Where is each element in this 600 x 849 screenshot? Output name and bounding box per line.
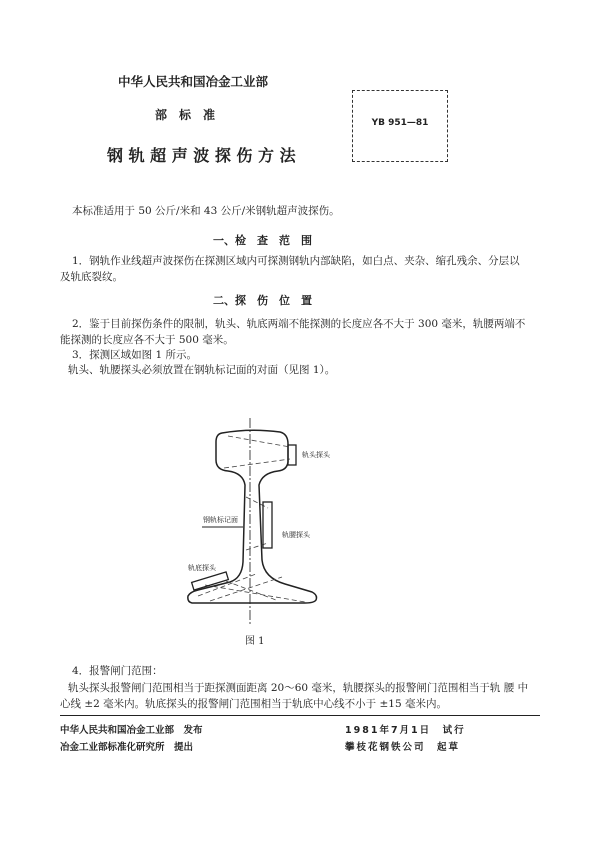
label-web-probe: 轨腰探头 (282, 531, 310, 539)
ministry-name: 中华人民共和国冶金工业部 (118, 74, 269, 89)
trial-date: 1981年7月1日 试行 (345, 725, 466, 736)
drafter: 攀枝花钢铁公司 起草 (345, 742, 461, 753)
standard-number: YB 951—81 (371, 118, 429, 128)
label-base-probe: 轨底探头 (188, 564, 216, 572)
item-1-line-1: 1．钢轨作业线超声波探伤在探测区域内可探测钢轨内部缺陷，如白点、夹杂、缩孔残余、分层以 (72, 255, 520, 267)
item-2-line-1: 2．鉴于目前探伤条件的限制，轨头、轨底两端不能探测的长度应各不大于 300 毫米，轨腰两端不 (72, 318, 526, 330)
item-3: 3．探测区域如图 1 所示。 (72, 349, 198, 361)
label-mark-face: 钢轨标记面 (203, 516, 238, 524)
item-4-line-2: 心线 ±2 毫米内。轨底探头的报警闸门范围相当于轨底中心线不小于 ±15 毫米内。 (60, 698, 447, 710)
item-4: 4．报警闸门范围： (72, 665, 163, 677)
item-1-line-2: 及轨底裂纹。 (60, 271, 123, 283)
label-head-probe: 轨头探头 (302, 451, 330, 459)
document-title: 钢 轨 超 声 波 探 伤 方 法 (107, 146, 296, 165)
proposer: 冶金工业部标准化研究所 提出 (60, 742, 194, 753)
item-3-note: 轨头、轨腰探头必须放置在钢轨标记面的对面（见图 1）。 (68, 364, 336, 376)
intro-text: 本标准适用于 50 公斤/米和 43 公斤/米钢轨超声波探伤。 (72, 205, 340, 217)
web-probe (263, 502, 272, 548)
issuer: 中华人民共和国冶金工业部 发布 (60, 725, 203, 736)
item-2-line-2: 能探测的长度应各不大于 500 毫米。 (60, 334, 234, 346)
section-2-title: 二、探 伤 位 置 (213, 294, 312, 307)
standard-category: 部 标 准 (155, 108, 216, 122)
figure-caption: 图 1 (245, 636, 265, 647)
head-probe (288, 445, 296, 465)
item-4-line-1: 轨头探头报警闸门范围相当于距探测面距离 20～60 毫米，轨腰探头的报警闸门范围相当于轨 腰 中 (68, 682, 529, 694)
footer-divider (60, 715, 540, 716)
section-1-title: 一、检 查 范 围 (213, 234, 312, 247)
